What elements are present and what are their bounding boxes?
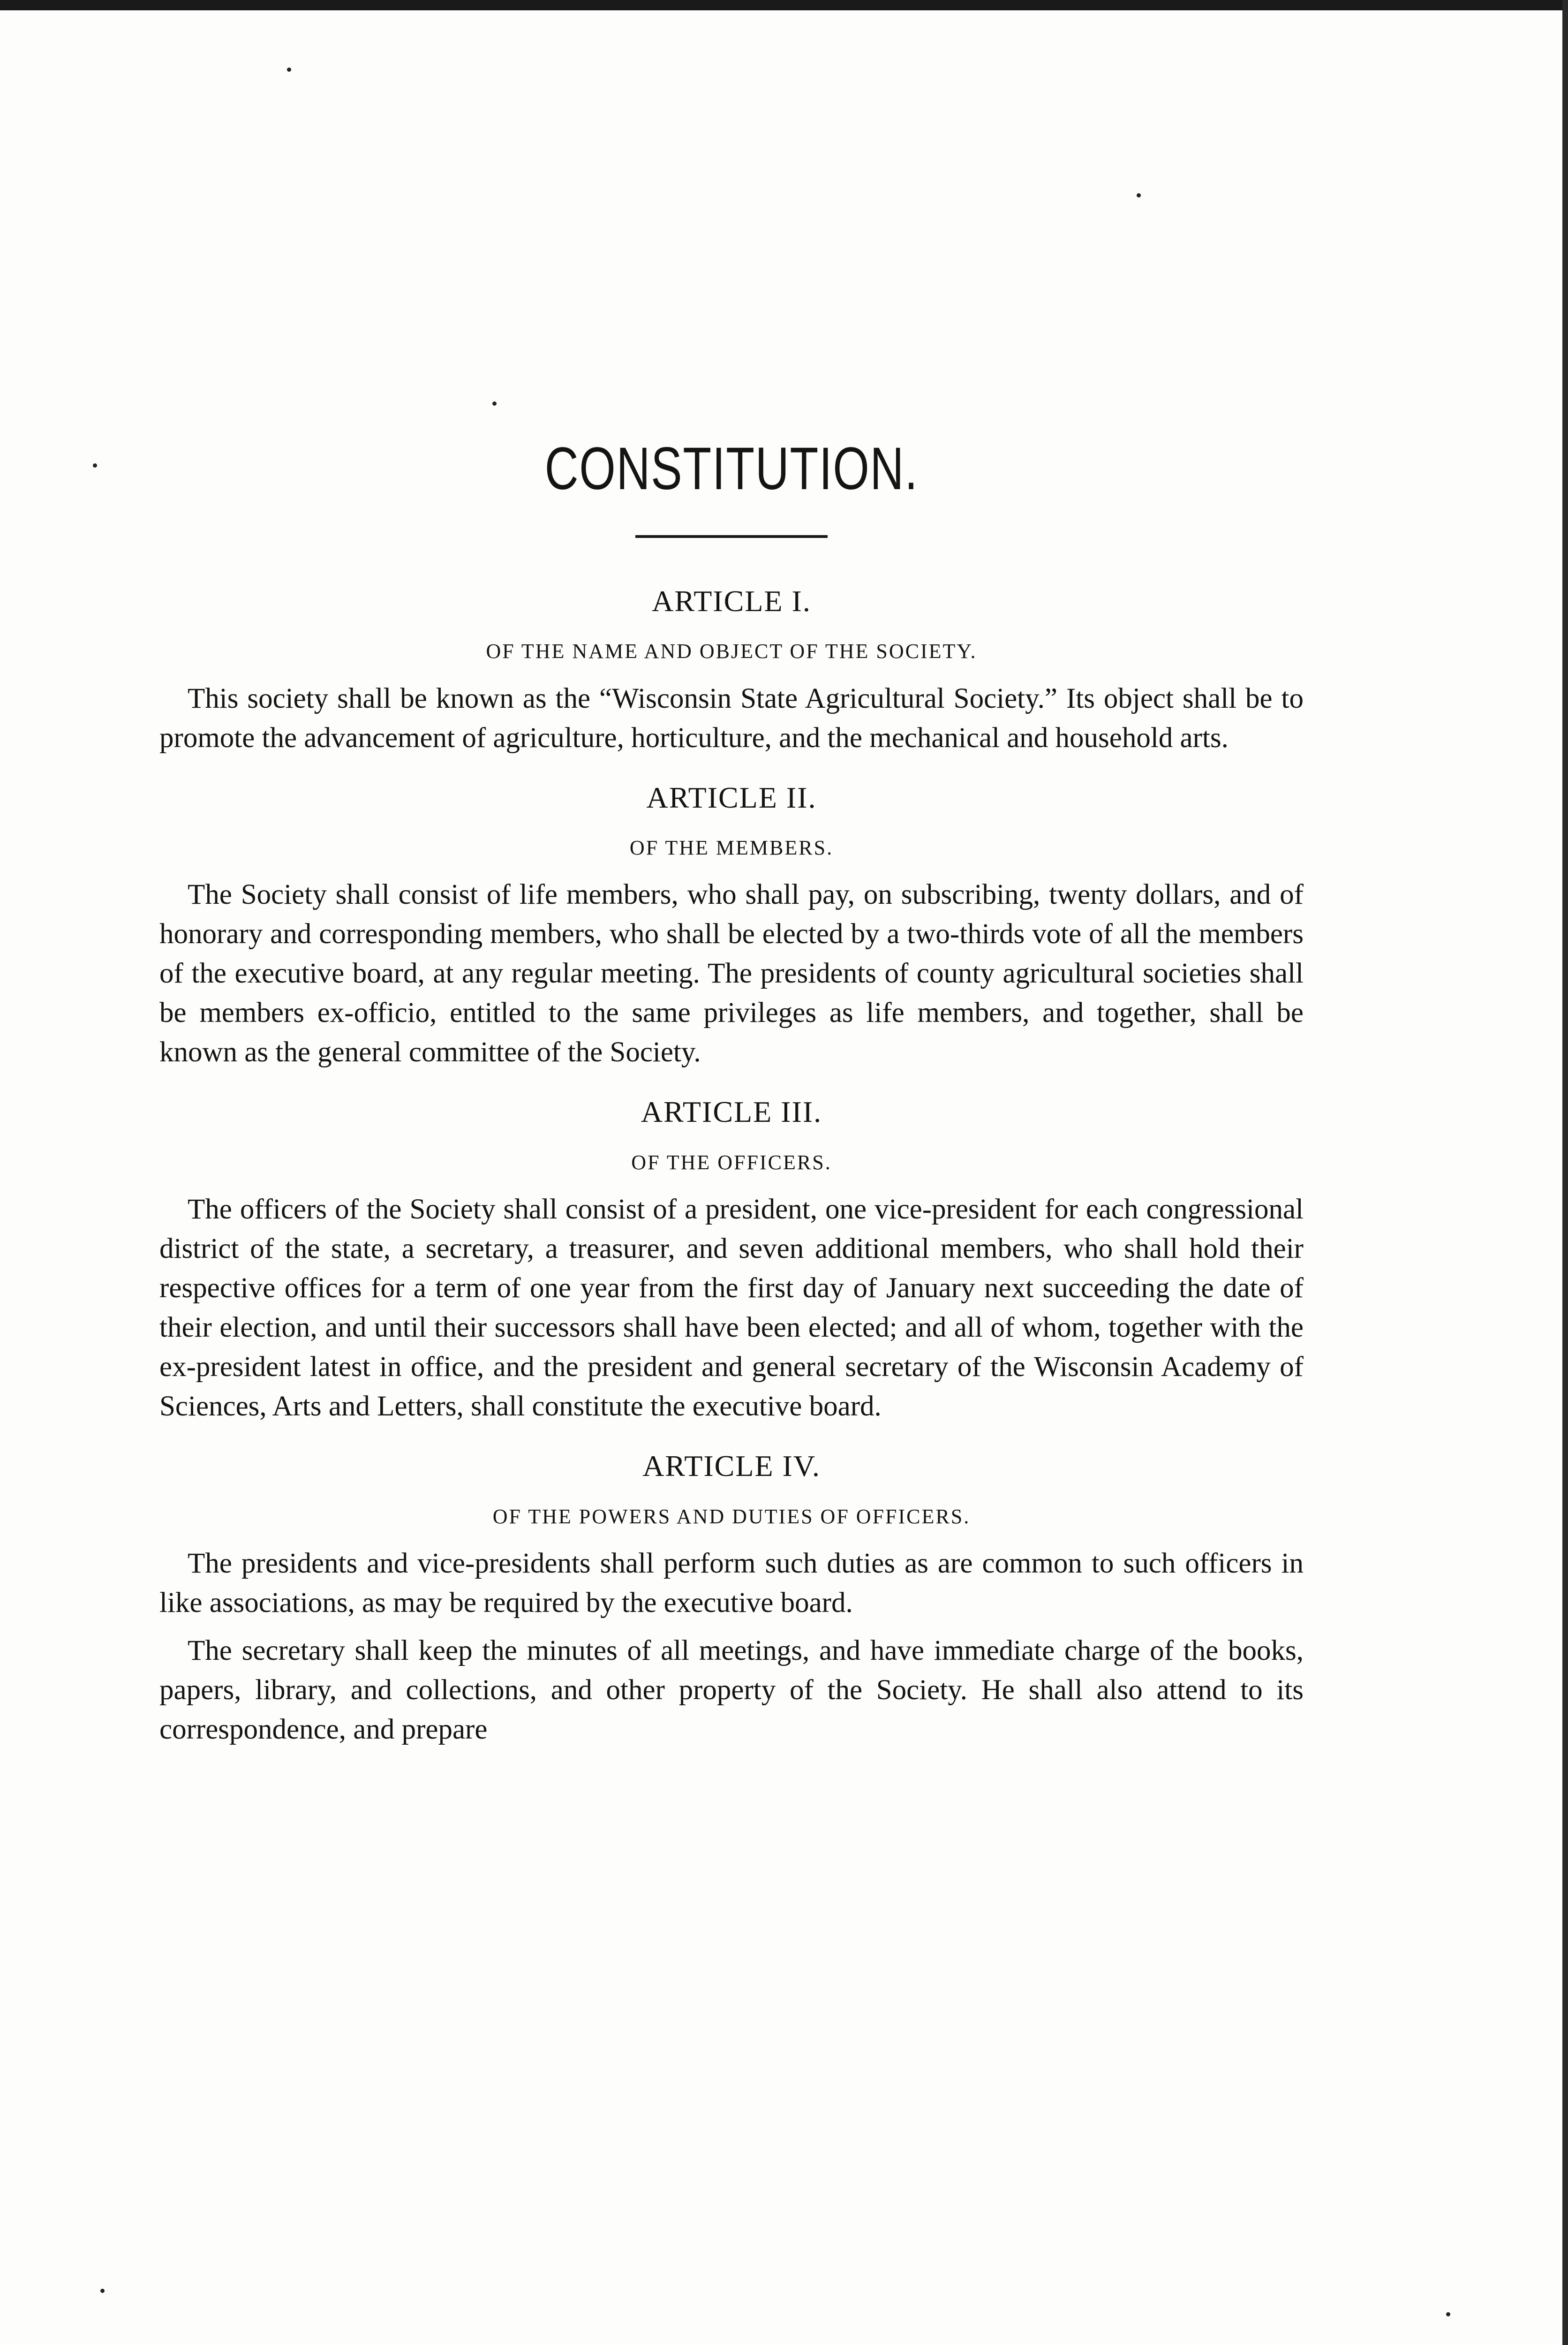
article-paragraph: The Society shall consist of life members, who shall pay, on subscribing, twenty dollars, and of honorary and corresponding members, who shall be elected by a two-thirds vote of all the members of the executive board, at any regular meeting. The presidents of county agricultural societies shall be members ex-officio, entitled to the same privileges as life members, and together, shall be known as the general committee of the Society.	[159, 879, 1304, 1068]
article-1	[159, 585, 1304, 758]
article-heading: ARTICLE III.	[641, 1095, 822, 1129]
article-heading: ARTICLE II.	[646, 780, 817, 814]
scan-speck	[1137, 193, 1141, 197]
article-subheading: OF THE NAME AND OBJECT OF THE SOCIETY.	[486, 640, 977, 663]
scan-speck	[100, 2289, 105, 2293]
scan-speck	[287, 68, 291, 72]
scan-top-edge	[0, 0, 1568, 10]
title-divider	[635, 535, 828, 538]
article-paragraph: This society shall be known as the “Wisconsin State Agricultural Society.” Its object shall be to promote the advancement of agriculture, horticulture, and the mechanical and household arts.	[159, 682, 1304, 754]
article-subheading: OF THE OFFICERS.	[631, 1150, 832, 1174]
article-heading: ARTICLE IV.	[642, 1449, 821, 1483]
article-paragraph: The secretary shall keep the minutes of all meetings, and have immediate charge of the books, papers, library, and collections, and other property of the Society. He shall also attend to its correspondence, and prepare	[159, 1634, 1304, 1745]
article-3	[159, 1096, 1304, 1426]
scan-speck	[93, 463, 97, 468]
article-subheading: OF THE POWERS AND DUTIES OF OFFICERS.	[492, 1505, 971, 1528]
article-subheading: OF THE MEMBERS.	[629, 836, 834, 859]
article-4	[159, 1450, 1304, 1749]
article-2	[159, 781, 1304, 1073]
article-paragraph: The presidents and vice-presidents shall perform such duties as are common to such officers in like associations, as may be required by the executive board.	[159, 1547, 1304, 1619]
constitution-text	[159, 436, 1304, 1773]
scan-right-edge	[1562, 0, 1568, 2345]
scan-speck	[492, 401, 497, 406]
article-heading: ARTICLE I.	[652, 584, 811, 618]
document-title: CONSTITUTION.	[544, 435, 919, 502]
article-paragraph: The officers of the Society shall consist of a president, one vice-president for each congressional district of the state, a secretary, a treasurer, and seven additional members, who shall hold their respective offices for a term of one year from the first day of January next succeeding the date of their election, and until their successors shall have been elected; and all of whom, together with the ex-president latest in office, and the president and general secretary of the Wisconsin Academy of Sciences, Arts and Letters, shall constitute the executive board.	[159, 1194, 1304, 1422]
scan-speck	[1446, 2312, 1450, 2316]
